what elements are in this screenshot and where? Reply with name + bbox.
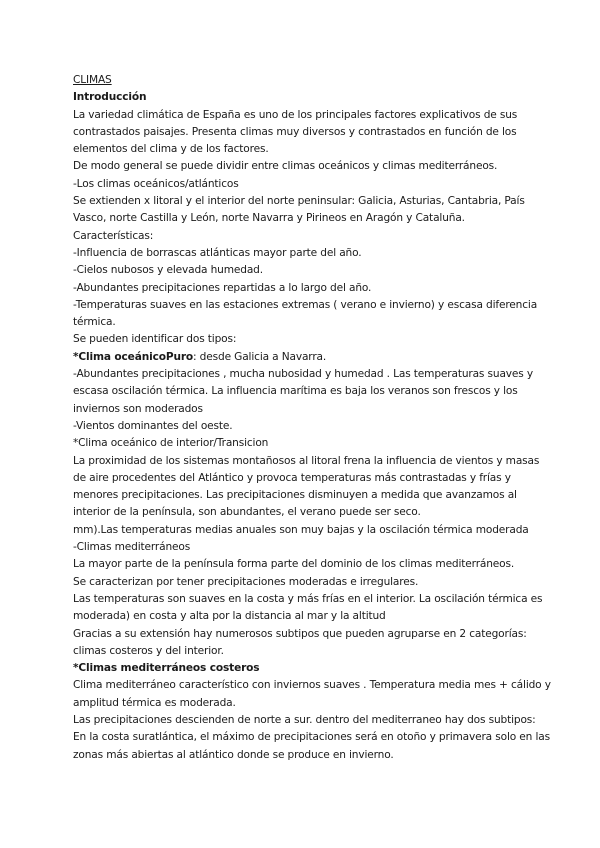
text-line: La mayor parte de la península forma parte del dominio de los climas mediterráneos. — [73, 558, 515, 571]
text-line: mm).Las temperaturas medias anuales son muy bajas y la oscilación térmica moderada — [73, 523, 529, 536]
text-line: elementos del clima y de los factores. — [73, 143, 269, 156]
inline-heading: *Clima oceánicoPuro — [73, 350, 194, 363]
text-line: Vasco, norte Castilla y León, norte Navarra y Pirineos en Aragón y Cataluña. — [73, 212, 465, 225]
text-line: Gracias a su extensión hay numerosos subtipos que pueden agruparse en 2 categorías: — [73, 627, 527, 640]
document-title: CLIMAS — [73, 74, 112, 86]
text-line: -Cielos nubosos y elevada humedad. — [73, 264, 263, 277]
text-line: Se pueden identificar dos tipos: — [73, 333, 237, 346]
text-line: -Abundantes precipitaciones , mucha nubosidad y humedad . Las temperaturas suaves y — [73, 368, 533, 381]
inline-text: : desde Galicia a Navarra. — [193, 350, 327, 363]
text-line: Clima mediterráneo característico con inviernos suaves . Temperatura media mes + cálido y — [73, 679, 551, 692]
text-line: térmica. — [73, 316, 116, 329]
text-line: zonas más abiertas al atlántico donde se produce en invierno. — [73, 748, 394, 761]
text-line: -Climas mediterráneos — [73, 541, 191, 554]
text-line: interior de la península, son abundantes, el verano puede ser seco. — [73, 506, 421, 519]
text-line: -Vientos dominantes del oeste. — [73, 419, 233, 432]
text-line: En la costa suratlántica, el máximo de precipitaciones será en otoño y primavera solo en las — [73, 731, 550, 744]
text-line: De modo general se puede dividir entre climas oceánicos y climas mediterráneos. — [73, 160, 498, 173]
text-line: La proximidad de los sistemas montañosos al litoral frena la influencia de vientos y masas — [73, 454, 540, 467]
text-line: climas costeros y del interior. — [73, 644, 224, 657]
text-line: Se extienden x litoral y el interior del norte peninsular: Galicia, Asturias, Cantabria, País — [73, 195, 525, 208]
text-line: -Influencia de borrascas atlánticas mayor parte del año. — [73, 246, 362, 259]
text-line: -Temperaturas suaves en las estaciones extremas ( verano e invierno) y escasa diferencia — [73, 298, 538, 311]
text-line: moderada) en costa y alta por la distancia al mar y la altitud — [73, 610, 386, 623]
text-line: La variedad climática de España es uno de los principales factores explicativos de sus — [73, 108, 518, 121]
text-line: *Clima oceánico de interior/Transicion — [73, 437, 269, 450]
text-line: inviernos son moderados — [73, 402, 203, 415]
section-heading: *Climas mediterráneos costeros — [73, 662, 260, 675]
section-heading: Introducción — [73, 91, 147, 104]
text-line: menores precipitaciones. Las precipitaciones disminuyen a medida que avanzamos al — [73, 489, 517, 502]
text-line: Características: — [73, 229, 154, 242]
text-line: escasa oscilación térmica. La influencia marítima es baja los veranos son frescos y los — [73, 385, 518, 398]
text-line: -Los climas oceánicos/atlánticos — [73, 177, 239, 190]
text-line: amplitud térmica es moderada. — [73, 696, 236, 709]
text-line: -Abundantes precipitaciones repartidas a lo largo del año. — [73, 281, 372, 294]
text-line: Se caracterizan por tener precipitaciones moderadas e irregulares. — [73, 575, 419, 588]
text-line: de aire procedentes del Atlántico y provoca temperaturas más contrastadas y frías y — [73, 471, 511, 484]
text-line: contrastados paisajes. Presenta climas muy diversos y contrastados en función de los — [73, 125, 517, 138]
text-line — [73, 349, 560, 366]
text-line: Las precipitaciones descienden de norte a sur. dentro del mediterraneo hay dos subtipos: — [73, 713, 536, 726]
text-line: Las temperaturas son suaves en la costa y más frías en el interior. La oscilación térmica es — [73, 592, 543, 605]
